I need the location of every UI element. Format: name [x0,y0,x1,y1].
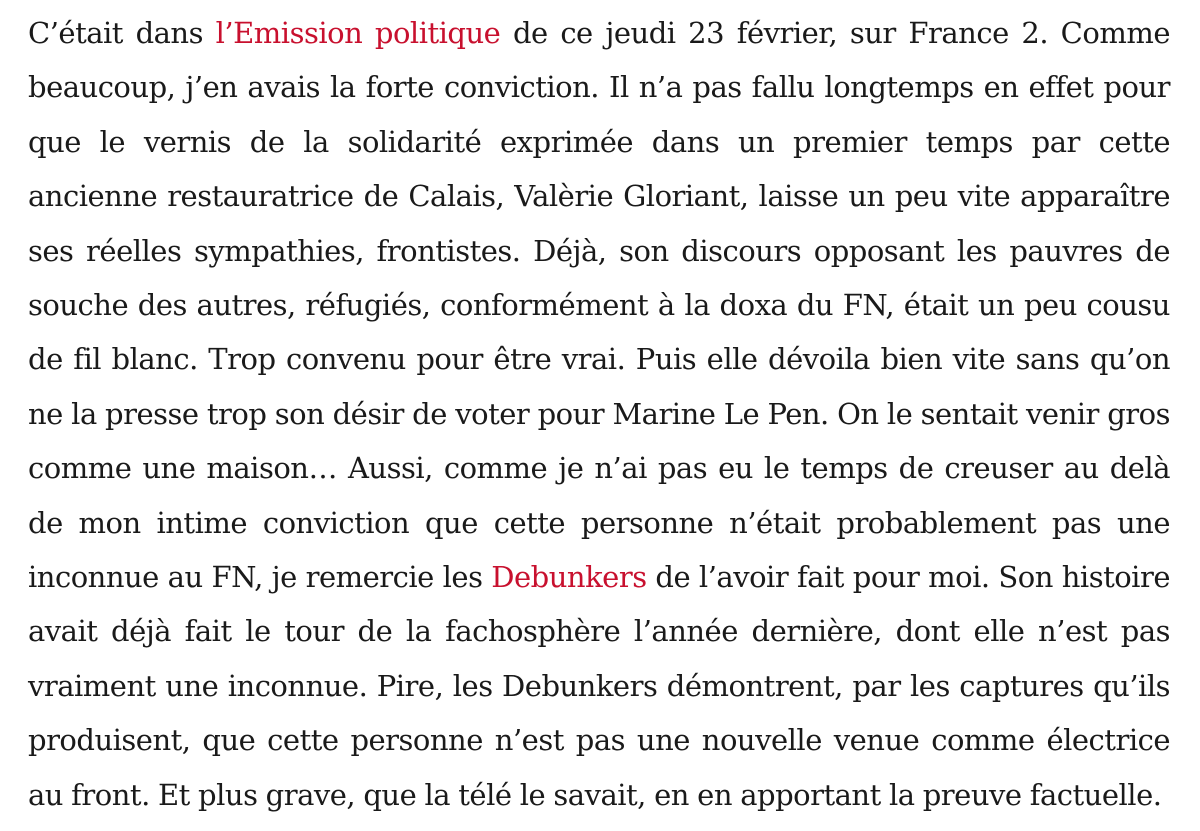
paragraph-text-start: C’était dans [28,16,216,50]
article-paragraph [28,6,1170,822]
paragraph-text-middle: de ce jeudi 23 février, sur France 2. Comme beaucoup, j’en avais la forte conviction. Il n’a pas fallu longtemps en effet pour que le vernis de la solidarité exprimée dans un premier temps par cette ancienne restauratrice de Calais, Valèrie Gloriant, laisse un peu vite apparaître ses réelles sympathies, frontistes. Déjà, son discours opposant les pauvres de souche des autres, réfugiés, conformément à la doxa du FN, était un peu cousu de fil blanc. Trop convenu pour être vrai. Puis elle dévoila bien vite sans qu’on ne la presse trop son désir de voter pour Marine Le Pen. On le sentait venir gros comme une maison… Aussi, comme je n’ai pas eu le temps de creuser au delà de mon intime conviction que cette personne n’était probablement pas une inconnue au FN, je remercie les [28,16,1170,595]
paragraph-text-end: de l’avoir fait pour moi. Son histoire avait déjà fait le tour de la fachosphère l’année dernière, dont elle n’est pas vraiment une inconnue. Pire, les Debunkers démontrent, par les captures qu’ils produisent, que cette personne n’est pas une nouvelle venue comme électrice au front. Et plus grave, que la télé le savait, en en apportant la preuve factuelle. [28,560,1170,812]
debunkers-link[interactable]: Debunkers [491,560,647,595]
emission-politique-link[interactable]: l’Emission politique [215,16,501,50]
